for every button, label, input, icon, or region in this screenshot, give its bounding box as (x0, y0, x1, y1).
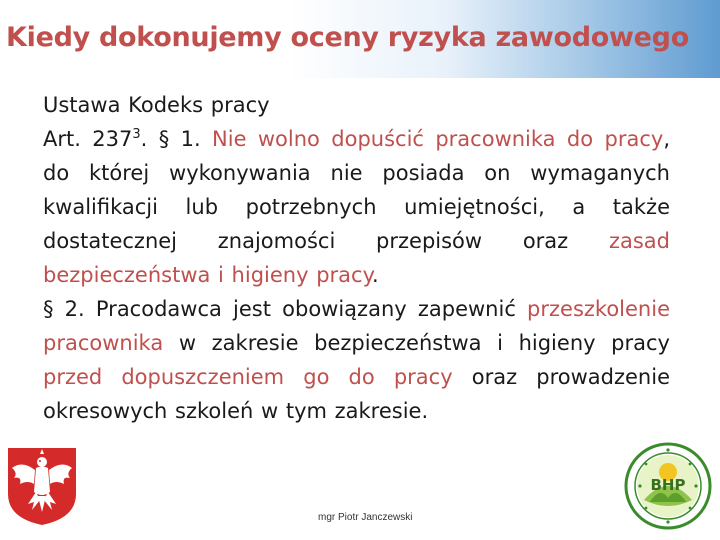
paragraph-1 (43, 122, 670, 292)
bhp-circular-logo-icon (624, 442, 712, 530)
paragraph-1-end: . (372, 263, 379, 287)
paragraph-2-text-2: w zakresie bezpieczeństwa i higieny pracy (163, 331, 670, 355)
paragraph-1-marker: . § 1. (140, 127, 213, 151)
slide-body (43, 88, 670, 428)
slide-title: Kiedy dokonujemy oceny ryzyka zawodowego (6, 22, 689, 53)
paragraph-1-highlight-1: Nie wolno dopuścić pracownika do pracy (212, 127, 664, 151)
paragraph-2-highlight-1: przeszkolenie pracownika (43, 297, 670, 355)
article-number: Art. 237 (43, 127, 133, 151)
paragraph-1-highlight-2: zasad bezpieczeństwa i higieny pracy (43, 229, 670, 287)
paragraph-2-text-1: § 2. Pracodawca jest obowiązany zapewnić (43, 297, 528, 321)
paragraph-2 (43, 292, 670, 428)
footer-author: mgr Piotr Janczewski (318, 512, 413, 523)
bhp-logo-text: BHP (650, 476, 686, 494)
paragraph-1-text-1: , do której wykonywania nie posiada on wymaganych kwalifikacji lub potrzebnych umiejętności, a także dostatecznej znajomości przepisów oraz (43, 127, 670, 253)
paragraph-2-text-3: oraz prowadzenie okresowych szkoleń w tym zakresie. (43, 365, 670, 423)
paragraph-2-highlight-2: przed dopuszczeniem go do pracy (43, 365, 453, 389)
white-eagle-emblem-icon (4, 446, 80, 526)
article-superscript: 3 (132, 127, 141, 142)
law-name: Ustawa Kodeks pracy (43, 93, 270, 117)
